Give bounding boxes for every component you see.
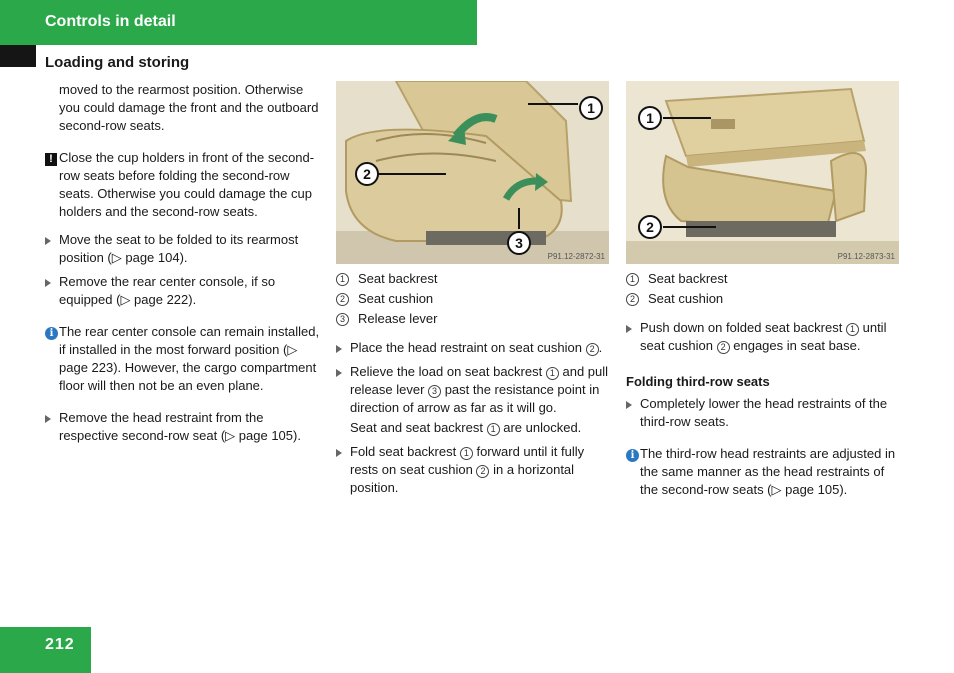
step-lower-head-restraints xyxy=(626,395,902,431)
step-arrow-icon xyxy=(626,401,632,409)
seat-folded-photo xyxy=(626,81,899,264)
step-arrow-icon xyxy=(336,369,342,377)
callout-2: 2 xyxy=(646,219,654,235)
callout-3: 3 xyxy=(515,235,523,251)
step-place-head-restraint: Place the head restraint on seat cushion 2 . xyxy=(336,339,611,357)
warning-note xyxy=(45,149,320,221)
section-marker xyxy=(0,45,36,67)
step-relieve-backrest: Relieve the load on seat backrest 1 and pull release lever 3 past the resistance point in direction of arrow as far as it will go. xyxy=(336,363,611,417)
info-note xyxy=(626,445,902,499)
column-2 xyxy=(336,81,611,497)
step-push-backrest: Push down on folded seat backrest 1 until seat cushion 2 engages in seat base. xyxy=(626,319,902,355)
step-arrow-icon xyxy=(336,345,342,353)
column-3 xyxy=(626,81,902,499)
legend-item: 2 Seat cushion xyxy=(626,289,902,309)
chapter-title: Controls in detail xyxy=(45,13,176,30)
legend-item: 3 Release lever xyxy=(336,309,611,329)
step-arrow-icon xyxy=(45,279,51,287)
photo-code: P91.12-2872-31 xyxy=(547,252,605,261)
subheading: Folding third-row seats xyxy=(626,374,770,389)
step-text: Completely lower the head restraints of the third-row seats. xyxy=(640,396,888,429)
step-arrow-icon xyxy=(45,237,51,245)
step-text: Remove the rear center console, if so equipped (▷ page 222). xyxy=(59,274,276,307)
callout-1: 1 xyxy=(646,110,654,126)
step-fold-backrest: Fold seat backrest 1 forward until it fully rests on seat cushion 2 in a horizontal position. xyxy=(336,443,611,497)
info-note xyxy=(45,323,320,395)
header-bar xyxy=(0,0,477,45)
page-number: 212 xyxy=(45,636,75,653)
info-text: The third-row head restraints are adjusted in the same manner as the head restraints of the second-row seats (▷ page 105). xyxy=(640,446,896,497)
page-number-box xyxy=(0,627,91,673)
result-text: Seat and seat backrest 1 are unlocked. xyxy=(350,420,582,435)
warning-text: Close the cup holders in front of the second-row seats before folding the second-row seats. Otherwise you could damage the cup holders and the second-row seats. xyxy=(59,150,315,219)
column-1 xyxy=(45,81,320,445)
callout-2: 2 xyxy=(363,166,371,182)
legend-item: 1 Seat backrest xyxy=(626,269,902,289)
callout-1: 1 xyxy=(587,100,595,116)
step-arrow-icon xyxy=(45,415,51,423)
step-move-seat xyxy=(45,231,320,267)
photo-code: P91.12-2873-31 xyxy=(837,252,895,261)
step-text: Remove the head restraint from the respective second-row seat (▷ page 105). xyxy=(59,410,301,443)
step-remove-console xyxy=(45,273,320,309)
section-title: Loading and storing xyxy=(45,54,190,71)
seat-release-photo xyxy=(336,81,609,264)
legend-item: 1 Seat backrest xyxy=(336,269,611,289)
step-arrow-icon xyxy=(336,449,342,457)
info-icon: i xyxy=(626,449,639,462)
step-text: Move the seat to be folded to its rearmost position (▷ page 104). xyxy=(59,232,299,265)
step-arrow-icon xyxy=(626,325,632,333)
legend-item: 2 Seat cushion xyxy=(336,289,611,309)
info-text: The rear center console can remain installed, if installed in the most forward position (▷ page 223). However, the cargo compartment floor will then not be an even plane. xyxy=(59,324,320,393)
warning-icon: ! xyxy=(45,153,57,166)
step-remove-head-restraint xyxy=(45,409,320,445)
intro-paragraph: moved to the rearmost position. Otherwise you could damage the front and the outboard second-row seats. xyxy=(59,82,319,133)
info-icon: i xyxy=(45,327,58,340)
